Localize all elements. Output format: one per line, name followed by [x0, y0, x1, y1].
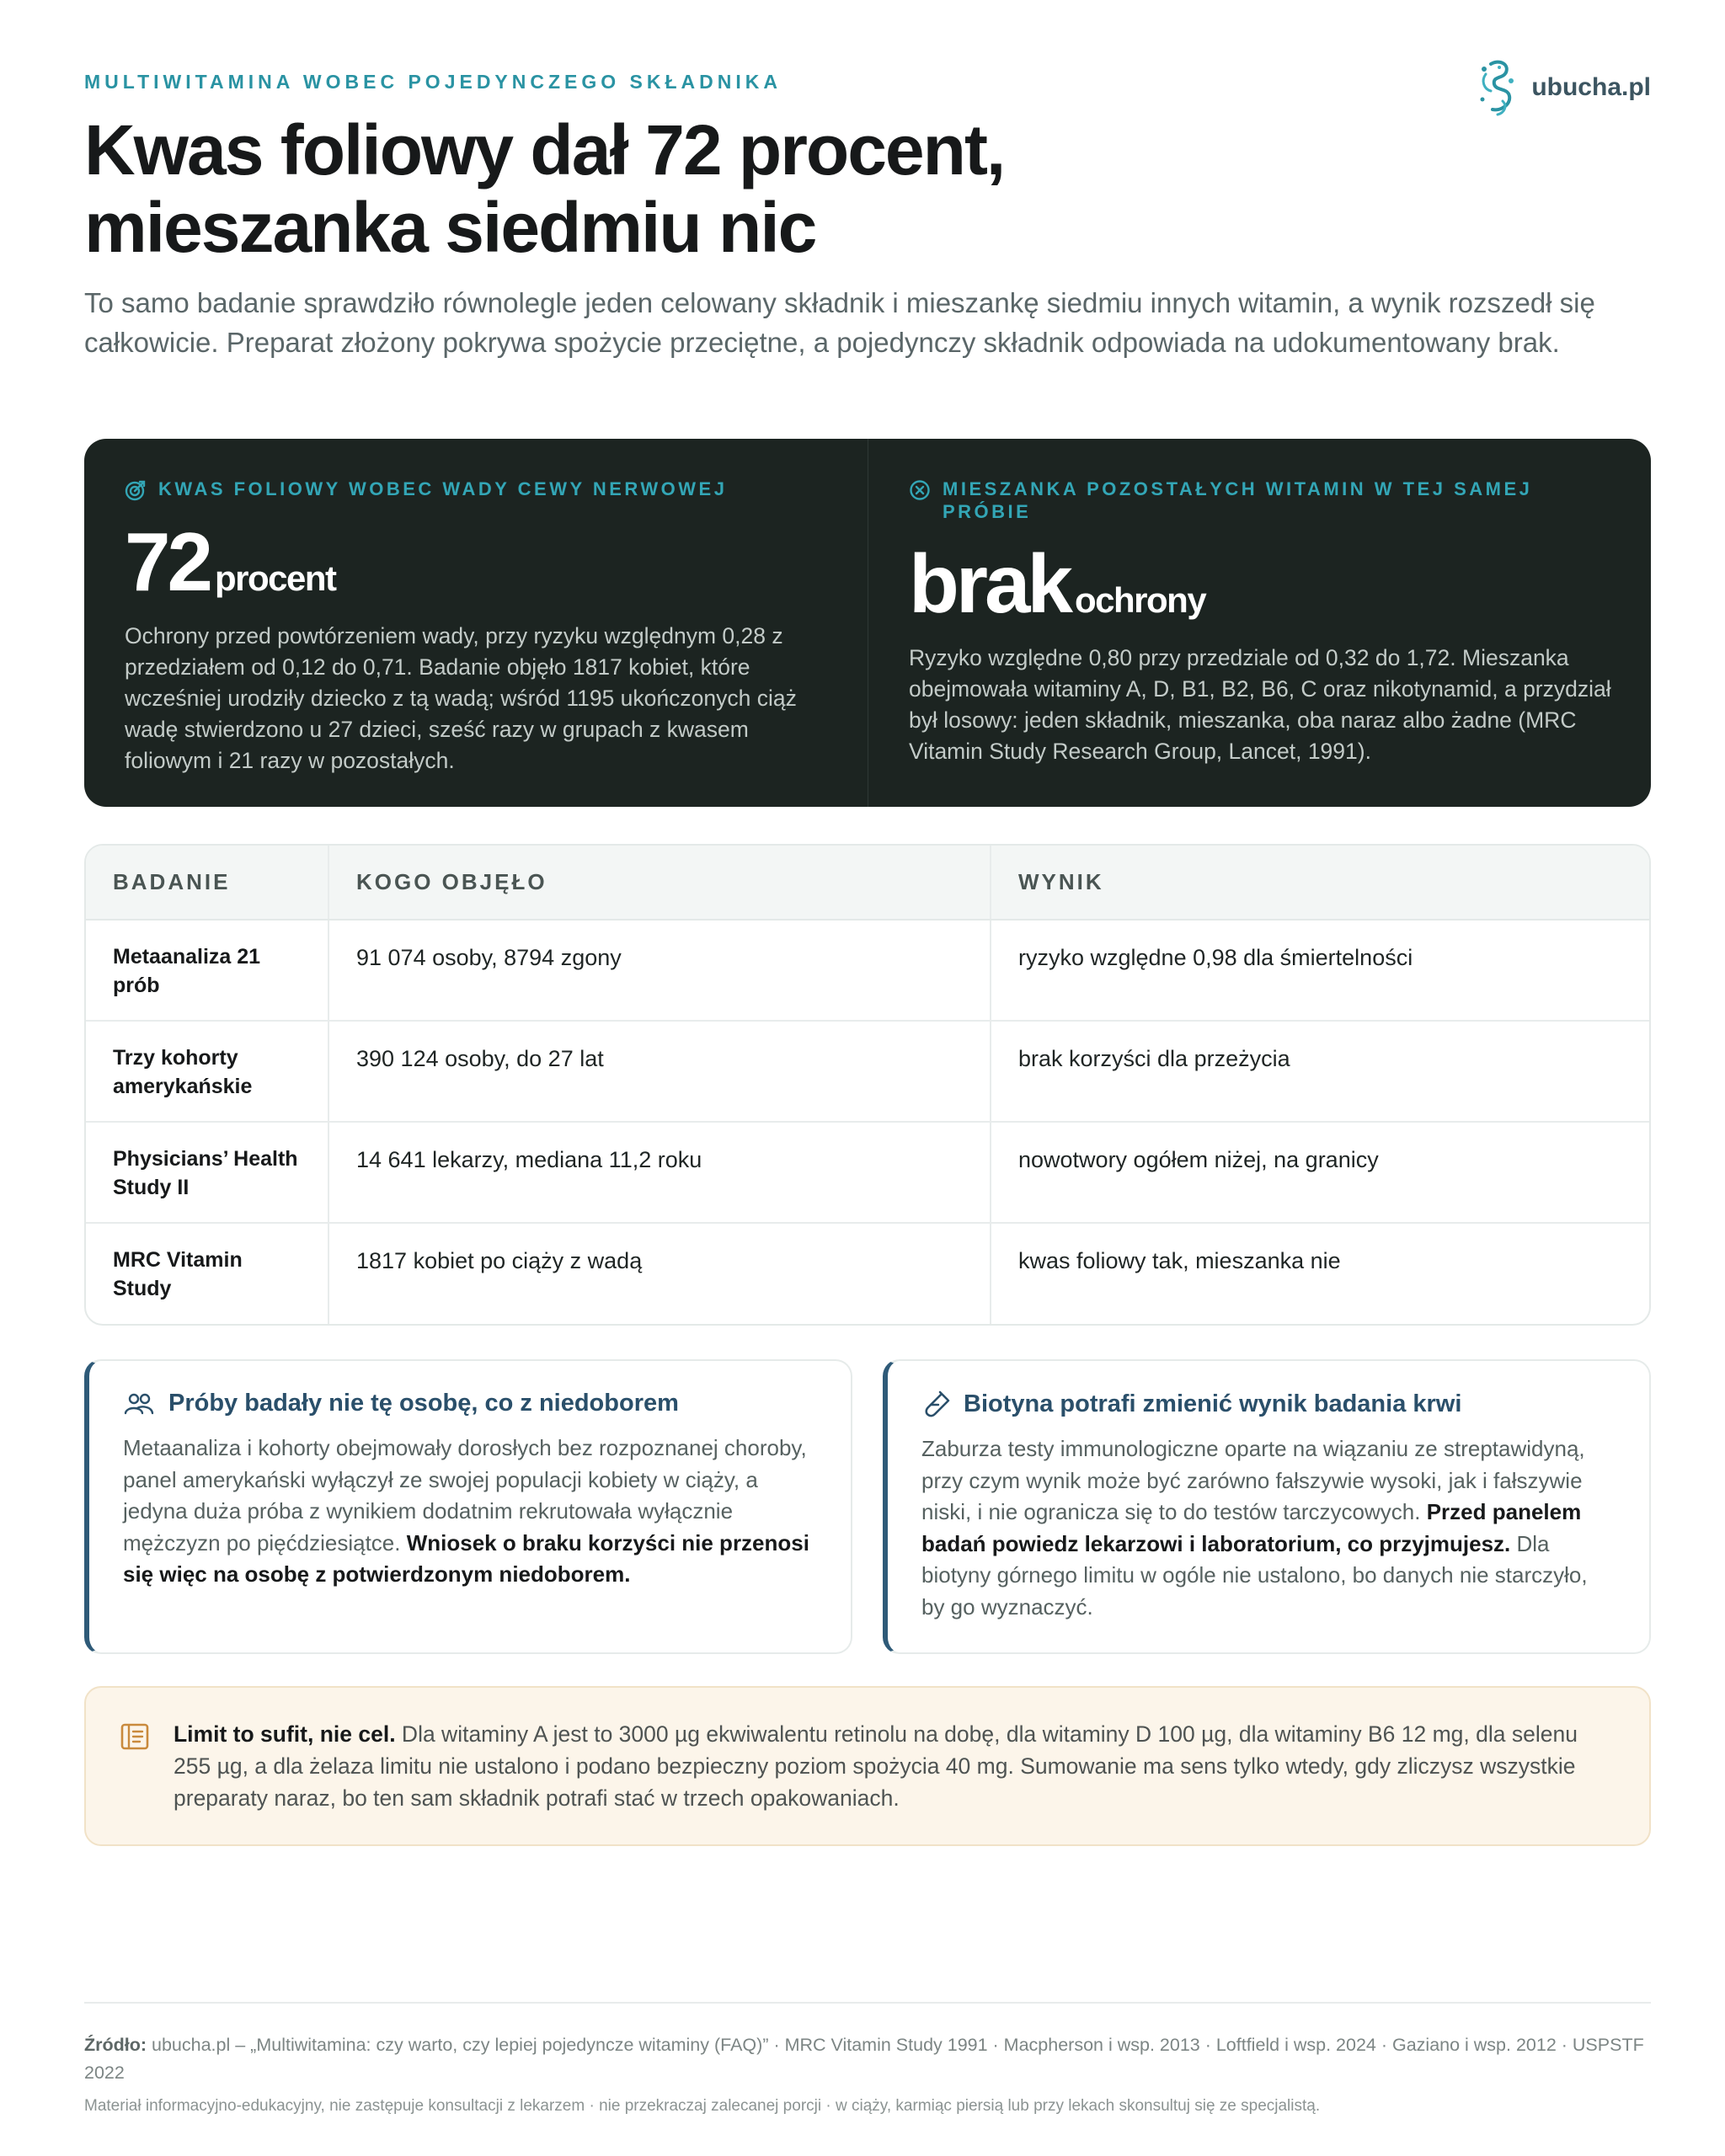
table-row: [86, 1122, 1649, 1223]
card-title-biotin: Biotyna potrafi zmienić wynik badania krwi: [921, 1390, 1616, 1418]
comparison-right-value: [909, 537, 1610, 630]
table-row: [86, 1021, 1649, 1122]
study-name: Physicians’ Health Study II: [86, 1122, 328, 1223]
study-result: ryzyko względne 0,98 dla śmiertelności: [991, 920, 1649, 1021]
limit-note-text: Limit to sufit, nie cel. Dla witaminy A jest to 3000 µg ekwiwalentu retinolu na dobę, dla witaminy D 100 µg, dla witaminy B6 12 mg, dla selenu 255 µg, a dla żelaza limitu nie ustalono i podano bezpieczny poziom spożycia 40 mg. Sumowanie ma sens tylko wtedy, gdy zliczysz wszystkie preparaty naraz, bo ten sam składnik potrafi stać w trzech opakowaniach.: [174, 1721, 1578, 1811]
comparison-right-text: Ryzyko względne 0,80 przy przedziale od 0,32 do 1,72. Mieszanka obejmowała witaminy A, D, B1, B2, B6, C oraz nikotynamid, a przydział był losowy: jeden składnik, mieszanka, oba naraz albo żadne (MRC Vitamin Study Research Group, Lancet, 1991).: [909, 645, 1611, 764]
infographic-page: [84, 0, 1651, 2156]
study-population: 390 124 osoby, do 27 lat: [328, 1021, 991, 1122]
study-name: Metaanaliza 21 prób: [86, 920, 328, 1021]
brand-mark-icon: [1474, 57, 1519, 118]
right-value-unit: ochrony: [1075, 580, 1206, 620]
comparison-left: [84, 439, 868, 807]
table-header-row: [86, 846, 1649, 920]
study-name: Trzy kohorty amerykańskie: [86, 1021, 328, 1122]
study-population: 14 641 lekarzy, mediana 11,2 roku: [328, 1122, 991, 1223]
info-card-biotin: [883, 1359, 1651, 1654]
source-line: Źródło: ubucha.pl – „Multiwitamina: czy warto, czy lepiej pojedyncze witaminy (FAQ)” · MRC Vitamin Study 1991 · Macpherson i wsp. 2013 · Loftfield i wsp. 2024 · Gaziano i wsp. 2012 · USPSTF 2022: [84, 2035, 1644, 2083]
brand-logo[interactable]: [1474, 57, 1651, 118]
left-value-unit: procent: [215, 558, 336, 598]
kicker: MULTIWITAMINA WOBEC POJEDYNCZEGO SKŁADNIKA: [84, 71, 782, 93]
study-population: 1817 kobiet po ciąży z wadą: [328, 1223, 991, 1324]
card-text-biotin: Zaburza testy immunologiczne oparte na wiązaniu ze streptawidyną, przy czym wynik może być zarówno fałszywie wysoki, jak i fałszywie niski, i nie ogranicza się to do testów tarczycowych. Przed panelem badań powiedz lekarzowi i laboratorium, co przyjmujesz. Dla biotyny górnego limitu w ogóle nie ustalono, bo danych nie starczyło, by go wyznaczyć.: [921, 1436, 1588, 1620]
comparison-left-value: [125, 515, 827, 608]
comparison-right-label: MIESZANKA POZOSTAŁYCH WITAMIN W TEJ SAMEJ PRÓBIE: [909, 478, 1610, 523]
brand-name: ubucha.pl: [1531, 73, 1651, 101]
right-value-word: brak: [909, 537, 1071, 630]
test-tube-icon: [921, 1390, 950, 1418]
target-icon: [125, 479, 147, 501]
info-card-population: [84, 1359, 852, 1654]
comparison-right: [868, 439, 1651, 807]
lead-paragraph: To samo badanie sprawdziło równolegle jeden celowany składnik i mieszankę siedmiu innych witamin, a wynik rozszedł się całkowicie. Preparat złożony pokrywa spożycie przeciętne, a pojedynczy składnik odpowiada na udokumentowany brak.: [84, 287, 1595, 358]
column-header-result: WYNIK: [991, 846, 1649, 920]
table-row: [86, 920, 1649, 1021]
table-row: [86, 1223, 1649, 1324]
column-header-study: BADANIE: [86, 846, 328, 920]
x-circle-icon: [909, 479, 931, 501]
document-icon: [120, 1721, 150, 1752]
people-icon: [123, 1391, 155, 1417]
limit-note: [84, 1686, 1651, 1846]
study-population: 91 074 osoby, 8794 zgony: [328, 920, 991, 1021]
footer-divider: [84, 2002, 1651, 2004]
card-title-population: Próby badały nie tę osobę, co z niedoborem: [123, 1390, 817, 1417]
page-title: [84, 111, 1348, 266]
studies-table: [84, 844, 1651, 1326]
title-line-2: mieszanka siedmiu nic: [84, 188, 816, 267]
study-result: kwas foliowy tak, mieszanka nie: [991, 1223, 1649, 1324]
left-value-number: 72: [125, 515, 211, 608]
card-text-population: Metaanaliza i kohorty obejmowały dorosłych bez rozpoznanej choroby, panel amerykański wyłączył ze swojej populacji kobiety w ciąży, a jedyna duża próba z wynikiem dodatnim rekrutowała wyłącznie mężczyzn po pięćdziesiątce. Wniosek o braku korzyści nie przenosi się więc na osobę z potwierdzonym niedoborem.: [123, 1435, 809, 1587]
study-result: nowotwory ogółem niżej, na granicy: [991, 1122, 1649, 1223]
disclaimer: Materiał informacyjno-edukacyjny, nie zastępuje konsultacji z lekarzem · nie przekraczaj zalecanej porcji · w ciąży, karmiąc piersią lub przy lekach skonsultuj się ze specjalistą.: [84, 2097, 1321, 2115]
comparison-left-label: KWAS FOLIOWY WOBEC WADY CEWY NERWOWEJ: [125, 478, 827, 501]
column-header-population: KOGO OBJĘŁO: [328, 846, 991, 920]
comparison-panel: [84, 439, 1651, 807]
study-name: MRC Vitamin Study: [113, 1248, 243, 1300]
comparison-left-text: Ochrony przed powtórzeniem wady, przy ryzyku względnym 0,28 z przedziałem od 0,12 do 0,71. Badanie objęło 1817 kobiet, które wcześniej urodziły dziecko z tą wadą; wśród 1195 ukończonych ciąż wadę stwierdzono u 27 dzieci, sześć razy w grupach z kwasem foliowym i 21 razy w pozostałych.: [125, 623, 797, 773]
study-result: brak korzyści dla przeżycia: [991, 1021, 1649, 1122]
title-line-1: Kwas foliowy dał 72 procent,: [84, 110, 1005, 189]
